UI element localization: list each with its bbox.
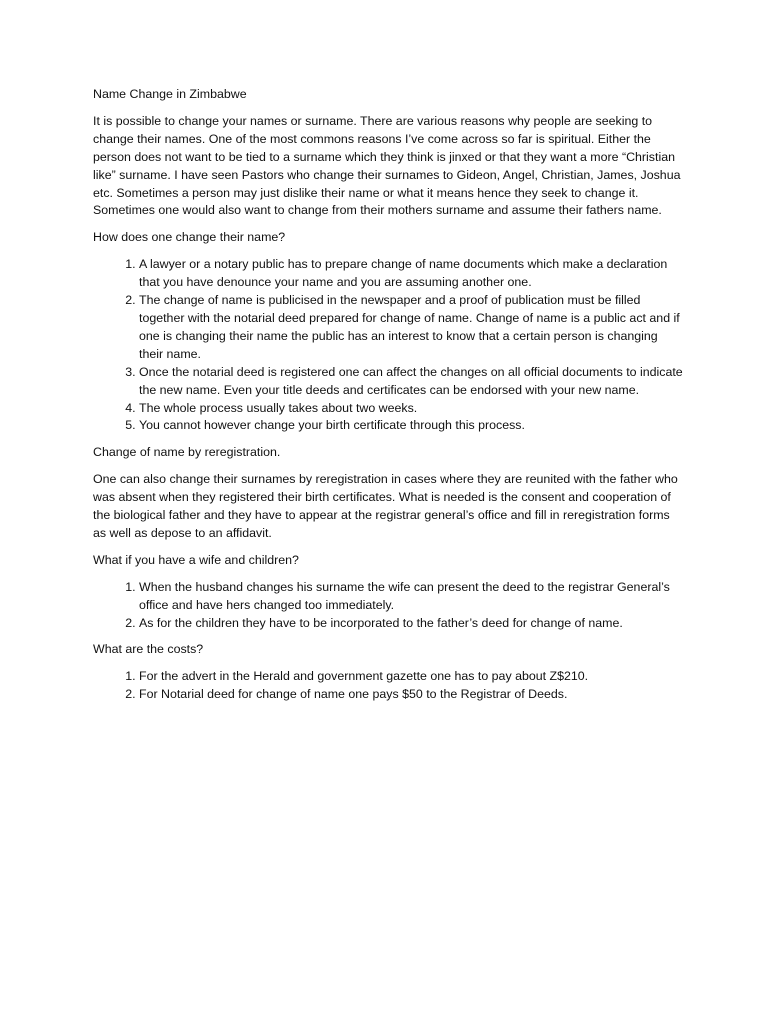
list-item: 2. For Notarial deed for change of name one pays $50 to the Registrar of Deeds.	[139, 686, 683, 704]
reregistration-paragraph: One can also change their surnames by reregistration in cases where they are reunited with the father who was absent when they registered their birth certificates. What is needed is the consent and cooperation of the biological father and they have to appear at the registrar general’s office and fill in reregistration forms as well as depose to an affidavit.	[93, 472, 678, 540]
document-body	[93, 86, 683, 713]
section-heading-how-to-change: How does one change their name?	[93, 230, 286, 245]
intro-paragraph: It is possible to change your names or surname. There are various reasons why people are seeking to change their names. One of the most commons reasons I’ve come across so far is spiritual. Either the person does not want to be tied to a surname which they think is jinxed or that they want a more “Christian like” surname. I have seen Pastors who change their surnames to Gideon, Angel, Christian, James, Joshua etc. Sometimes a person may just dislike their name or what it means hence they seek to change it. Sometimes one would also want to change from their mothers surname and assume their fathers name.	[93, 113, 681, 218]
list-item: 1. For the advert in the Herald and government gazette one has to pay about Z$210.	[139, 668, 683, 686]
document-title: Name Change in Zimbabwe	[93, 87, 247, 101]
list-item: 2. The change of name is publicised in the newspaper and a proof of publication must be filled together with the notarial deed prepared for change of name. Change of name is a public act and if one is changing their name the public has an interest to know that a certain person is changing their name.	[139, 292, 683, 364]
section-heading-wife-children: What if you have a wife and children?	[93, 552, 299, 567]
list-item: 4. The whole process usually takes about two weeks.	[139, 400, 683, 418]
list-item: 5. You cannot however change your birth certificate through this process.	[139, 417, 683, 435]
steps-list	[93, 256, 683, 435]
list-item: 2. As for the children they have to be incorporated to the father’s deed for change of name.	[139, 615, 683, 633]
list-item: 1. A lawyer or a notary public has to prepare change of name documents which make a declaration that you have denounce your name and you are assuming another one.	[139, 256, 683, 292]
wife-children-list	[93, 579, 683, 633]
costs-list	[93, 668, 683, 704]
list-item: 1. When the husband changes his surname the wife can present the deed to the registrar General’s office and have hers changed too immediately.	[139, 579, 683, 615]
section-heading-costs: What are the costs?	[93, 642, 204, 657]
list-item: 3. Once the notarial deed is registered one can affect the changes on all official documents to indicate the new name. Even your title deeds and certificates can be endorsed with your new name.	[139, 364, 683, 400]
section-heading-reregistration: Change of name by reregistration.	[93, 445, 281, 460]
